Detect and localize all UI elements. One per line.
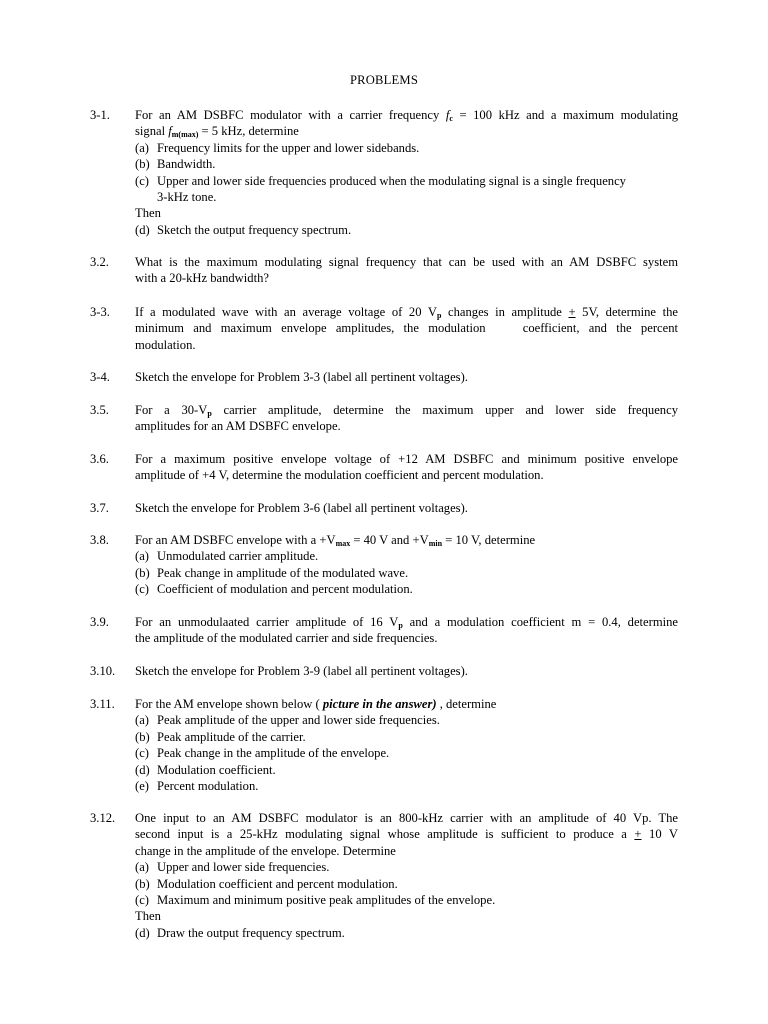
list-item: (b) Peak change in amplitude of the modulated wave. [135, 565, 409, 580]
list-item: (d) Sketch the output frequency spectrum. [135, 222, 352, 237]
list-item: (b) Modulation coefficient and percent modulation. [135, 876, 398, 891]
text-line: 3-kHz tone. [157, 190, 217, 205]
problem-body [135, 107, 678, 238]
problem-body [135, 696, 678, 794]
problem-number: 3.11. [90, 697, 115, 711]
text-line: Then [135, 909, 161, 924]
problem-3-9 [90, 614, 678, 647]
text-line: If a modulated wave with an average voltage of 20 $V_p$ changes in amplitude + 5V, determine the [135, 305, 678, 320]
problem-number: 3.12. [90, 811, 116, 825]
list-item: (c) Maximum and minimum positive peak amplitudes of the envelope. [135, 893, 496, 908]
text-line: For the AM envelope shown below ( picture in the answer) , determine [135, 697, 497, 711]
problem-number: 3-4. [90, 370, 110, 384]
text-line: Sketch the envelope for Problem 3-9 (label all pertinent voltages). [135, 664, 468, 678]
page-title: PROBLEMS [349, 73, 419, 87]
text-line: with a 20-kHz bandwidth? [135, 271, 269, 286]
text-line: For an unmodulaated carrier amplitude of 16 $V_p$ and a modulation coefficient m = 0.4, determine [135, 615, 679, 630]
text-line: What is the maximum modulating signal frequency that can be used with an AM DSBFC system [135, 255, 678, 269]
list-item: (a) Peak amplitude of the upper and lower side frequencies. [135, 713, 440, 728]
problem-number: 3-1. [90, 108, 110, 122]
list-item: (a) Frequency limits for the upper and lower sidebands. [135, 140, 420, 155]
text-line: amplitudes for an AM DSBFC envelope. [135, 419, 341, 434]
list-item: (b) Bandwidth. [135, 157, 216, 172]
problem-3-6 [90, 451, 678, 484]
problem-body [135, 451, 678, 484]
problem-3-4 [90, 369, 678, 385]
problem-number: 3.8. [90, 533, 109, 547]
problem-number: 3.5. [90, 403, 109, 417]
text-line: the amplitude of the modulated carrier and side frequencies. [135, 631, 438, 646]
problem-body [135, 663, 678, 679]
list-item: (c) Coefficient of modulation and percent modulation. [135, 582, 413, 597]
problem-3-8 [90, 532, 678, 598]
text-line: modulation. [135, 337, 196, 352]
text-line: signal $f_{m(max)} = 5$ kHz, determine [135, 124, 299, 140]
list-item: (c) Upper and lower side frequencies produced when the modulating signal is a single frequency [135, 173, 626, 188]
problem-3-1 [90, 107, 678, 238]
text-line: minimum and maximum envelope amplitudes, the modulation coefficient, and the percent [135, 321, 678, 336]
problem-3-2 [90, 254, 678, 287]
problem-number: 3.6. [90, 452, 109, 466]
problem-number: 3.2. [90, 255, 109, 269]
text-line: second input is a 25-kHz modulating signal whose amplitude is sufficient to produce a + 10 V [135, 827, 678, 842]
problem-3-10 [90, 663, 678, 679]
problem-body [135, 500, 678, 516]
problem-number: 3.9. [90, 615, 109, 629]
problem-number: 3-3. [90, 305, 110, 319]
problem-body [135, 304, 678, 353]
problem-number: 3.7. [90, 501, 109, 515]
text-line: Sketch the envelope for Problem 3-3 (label all pertinent voltages). [135, 370, 468, 384]
problem-body [135, 369, 678, 385]
text-line: Then [135, 206, 161, 221]
problem-3-12 [90, 810, 678, 941]
list-item: (c) Peak change in the amplitude of the envelope. [135, 746, 390, 761]
text-line: One input to an AM DSBFC modulator is an 800-kHz carrier with an amplitude of 40 Vp. The [135, 811, 678, 825]
problem-body [135, 810, 678, 941]
list-item: (a) Unmodulated carrier amplitude. [135, 549, 319, 564]
text-line: amplitude of +4 V, determine the modulation coefficient and percent modulation. [135, 468, 544, 483]
problem-body [135, 614, 678, 647]
text-line: Sketch the envelope for Problem 3-6 (label all pertinent voltages). [135, 501, 468, 515]
problem-3-11 [90, 696, 678, 794]
text-line: change in the amplitude of the envelope. Determine [135, 843, 396, 858]
list-item: (b) Peak amplitude of the carrier. [135, 729, 306, 744]
text-line: For a $30-V_p$ carrier amplitude, determine the maximum upper and lower side frequency [135, 403, 678, 418]
problem-body [135, 532, 678, 598]
text-line: For an AM DSBFC envelope with $a +V_{max} = 40$ V and $+V_{min} = 10$ V, determine [135, 533, 536, 548]
text-line: For an AM DSBFC modulator with a carrier frequency $f_c = 100$ kHz and a maximum modulating [135, 108, 678, 123]
problem-3-7 [90, 500, 678, 516]
list-item: (e) Percent modulation. [135, 779, 259, 794]
text-line: For a maximum positive envelope voltage of +12 AM DSBFC and minimum positive envelope [135, 452, 678, 466]
problem-body [135, 254, 678, 287]
problem-body [135, 402, 678, 435]
list-item: (d) Draw the output frequency spectrum. [135, 925, 345, 940]
problem-number: 3.10. [90, 664, 116, 678]
problem-3-3 [90, 304, 678, 353]
list-item: (d) Modulation coefficient. [135, 762, 276, 777]
list-item: (a) Upper and lower side frequencies. [135, 860, 330, 875]
problem-3-5 [90, 402, 678, 435]
